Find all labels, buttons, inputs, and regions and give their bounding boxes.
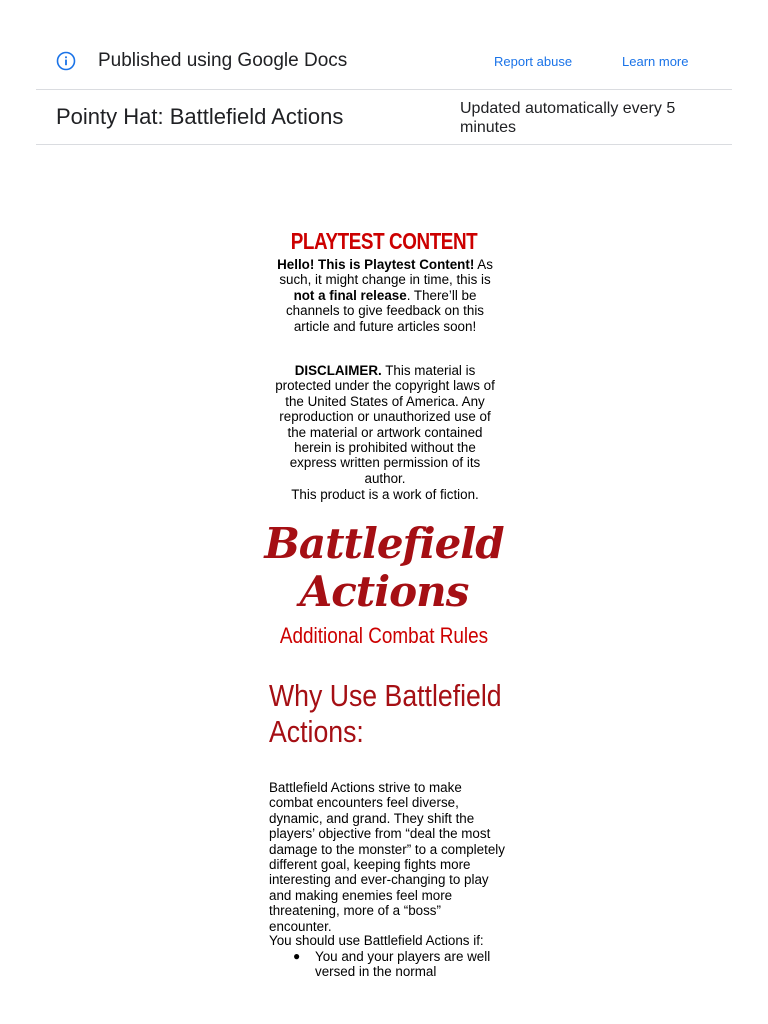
disclaimer-label: DISCLAIMER. [294, 363, 382, 378]
playtest-heading: PLAYTEST CONTENT [290, 228, 478, 254]
section-heading: Why Use Battlefield Actions: [269, 678, 502, 749]
playtest-intro-text2: . There’ll be channels to give feedback on this article and future articles soon! [285, 287, 484, 334]
publish-banner [36, 34, 732, 90]
playtest-intro [274, 257, 496, 334]
playtest-intro-text1: As such, it might change in time, this is [279, 257, 493, 288]
main-title-line2: Actions [299, 567, 469, 616]
bullet-text: You and your players are well versed in the normal [315, 949, 491, 980]
playtest-intro-bold: Hello! This is Playtest Content! [277, 257, 475, 272]
update-notice: Updated automatically every 5 minutes [460, 100, 676, 136]
main-title [250, 520, 518, 616]
body-paragraph-1: Battlefield Actions strive to make combat encounters feel diverse, dynamic, and grand. They shift the players’ objective from “deal the most damage to the monster” to a completely different goal, keeping fights more interesting and ever-changing to play and making enemies feel more threatening, more of a “boss” encounter. [269, 780, 505, 934]
learn-more-link[interactable]: Learn more [622, 54, 689, 69]
published-notice: Published using Google Docs [98, 50, 348, 71]
final-release-bold: not a final release [293, 287, 407, 303]
disclaimer-text: This material is protected under the copyright laws of the United States of America. Any reproduction or unauthorized use of the material or artwork contained herein is prohibited without the express written permission of its author. [275, 363, 495, 486]
report-abuse-link[interactable]: Report abuse [494, 54, 573, 69]
doc-title: Pointy Hat: Battlefield Actions [56, 104, 344, 129]
main-title-line1: Battlefield [264, 519, 504, 568]
bullet-icon: ● [293, 949, 301, 963]
main-subtitle: Additional Combat Rules [279, 623, 489, 648]
disclaimer [274, 363, 496, 486]
doc-header [36, 90, 732, 145]
fiction-note: This product is a work of fiction. [291, 487, 479, 502]
info-icon[interactable] [56, 51, 76, 71]
body-paragraph-2: You should use Battlefield Actions if: [269, 933, 484, 948]
